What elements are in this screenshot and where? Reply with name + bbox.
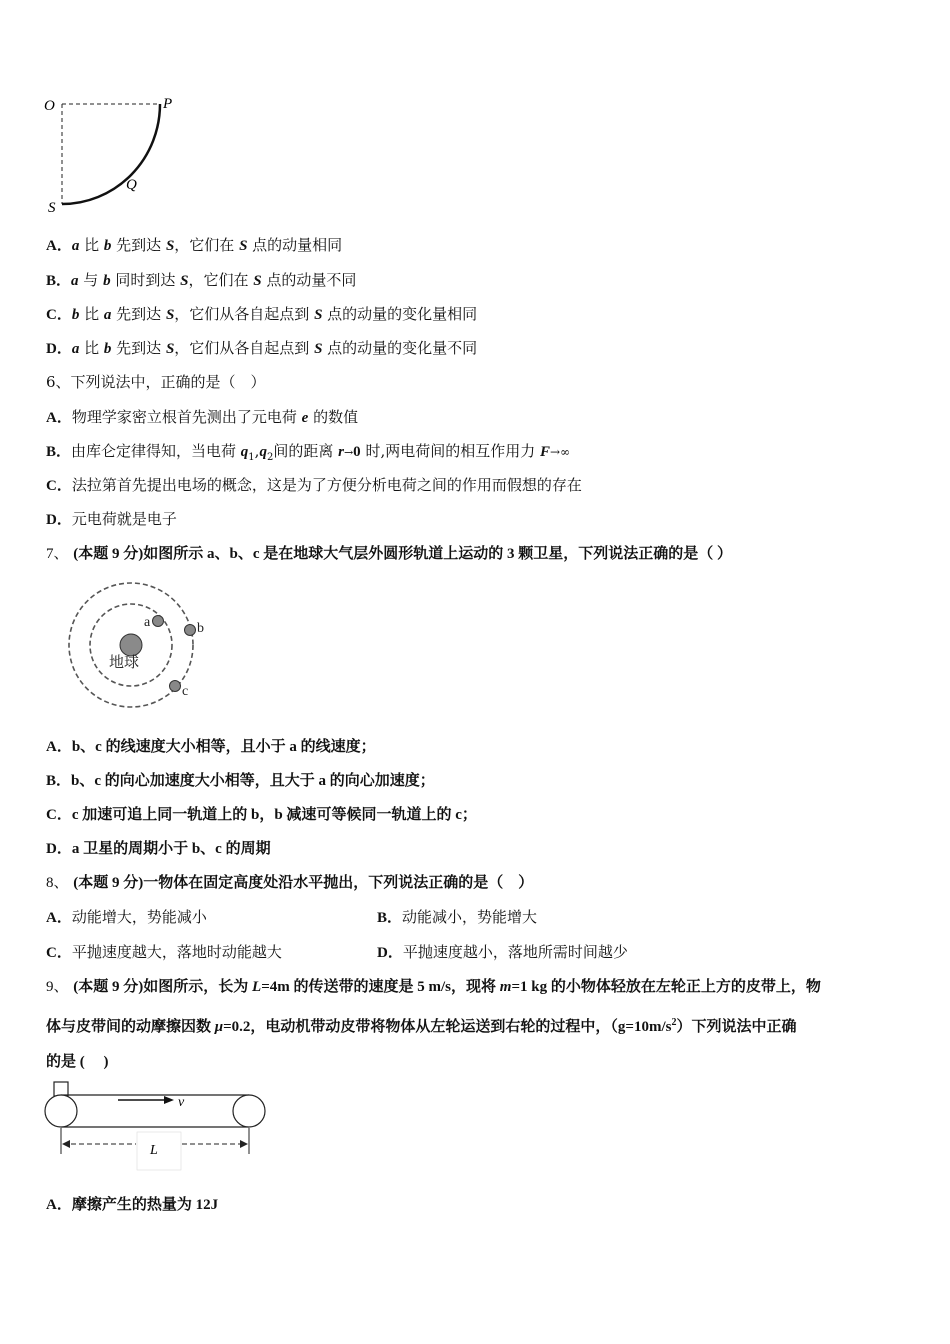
q7-option-c: C．c 加速可追上同一轨道上的 b，b 减速可等候同一轨道上的 c；	[46, 807, 477, 823]
earth-label: 地球	[109, 655, 140, 671]
q5-option-b: B．a 与 b 同时到达 S，它们在 S 点的动量不同	[46, 271, 357, 289]
length-label-box	[137, 1132, 181, 1170]
q7-stem: 7、 (本题 9 分)如图所示 a、b、c 是在地球大气层外圆形轨道上运动的 3 颗卫星，下列说法正确的是（ ）	[46, 546, 733, 562]
q5-option-d: D．a 比 b 先到达 S，它们从各自起点到 S 点的动量的变化量不同	[46, 339, 478, 357]
satellite-b	[185, 625, 196, 636]
label-s: S	[48, 200, 56, 216]
q7-option-b: B．b、c 的向心加速度大小相等，且大于 a 的向心加速度；	[46, 773, 435, 789]
q8-option-b: B．动能减小，势能增大	[377, 908, 538, 926]
q7-option-a: A．b、c 的线速度大小相等，且小于 a 的线速度；	[46, 739, 376, 755]
q8-option-d: D．平抛速度越小，落地所需时间越少	[377, 943, 628, 961]
q8-option-c: C．平抛速度越大，落地时动能越大	[46, 943, 282, 961]
q8-stem: 8、 (本题 9 分)一物体在固定高度处沿水平抛出，下列说法正确的是（ ）	[46, 875, 534, 891]
arc-pqs	[62, 104, 160, 204]
label-o: O	[44, 98, 55, 114]
velocity-arrowhead	[164, 1096, 174, 1104]
q9-stem-line3: 的是 ( )	[46, 1054, 109, 1070]
q6-option-b: B．由库仑定律得知，当电荷 $q_1,q_2$间的距离 r→0 时,两电荷间的相互作用力 F→∞	[46, 442, 571, 463]
right-wheel	[233, 1095, 265, 1127]
satellite-orbit-figure	[60, 578, 220, 716]
label-p: P	[163, 96, 173, 112]
left-wheel	[45, 1095, 77, 1127]
q6-option-d: D．元电荷就是电子	[46, 510, 177, 528]
satellite-b-label: b	[197, 621, 204, 636]
length-arrow-left	[62, 1140, 70, 1148]
quarter-circle-figure	[40, 92, 180, 218]
satellite-c	[170, 681, 181, 692]
small-object	[54, 1082, 68, 1096]
length-arrow-right	[240, 1140, 248, 1148]
satellite-a-label: a	[144, 615, 151, 630]
earth-circle	[120, 634, 142, 656]
q5-option-a: A．a 比 b 先到达 S，它们在 S 点的动量相同	[46, 236, 343, 254]
q6-option-c: C．法拉第首先提出电场的概念，这是为了方便分析电荷之间的作用而假想的存在	[46, 476, 582, 494]
q9-stem-line2: 体与皮带间的动摩擦因数 μ=0.2，电动机带动皮带将物体从左轮运送到右轮的过程中，$(g=10m/s^2)$下列说法中正确	[46, 1017, 797, 1035]
length-label: L	[150, 1143, 158, 1158]
q5-option-c: C．b 比 a 先到达 S，它们从各自起点到 S 点的动量的变化量相同	[46, 305, 478, 323]
conveyor-belt-figure	[40, 1078, 272, 1172]
satellite-c-label: c	[182, 684, 189, 699]
q6-stem: 6、下列说法中，正确的是（ ）	[46, 373, 266, 391]
q6-option-a: A．物理学家密立根首先测出了元电荷 e 的数值	[46, 408, 359, 426]
q9-stem-line1: 9、 (本题 9 分)如图所示，长为 L=4m 的传送带的速度是 5 m/s，现将 m=1 kg 的小物体轻放在左轮正上方的皮带上，物	[46, 979, 821, 995]
q8-option-a: A．动能增大，势能减小	[46, 908, 207, 926]
q9-option-a: A．摩擦产生的热量为 12J	[46, 1197, 219, 1213]
satellite-a	[153, 616, 164, 627]
label-q: Q	[126, 177, 137, 193]
velocity-label: v	[178, 1095, 185, 1110]
q7-option-d: D．a 卫星的周期小于 b、c 的周期	[46, 841, 271, 857]
